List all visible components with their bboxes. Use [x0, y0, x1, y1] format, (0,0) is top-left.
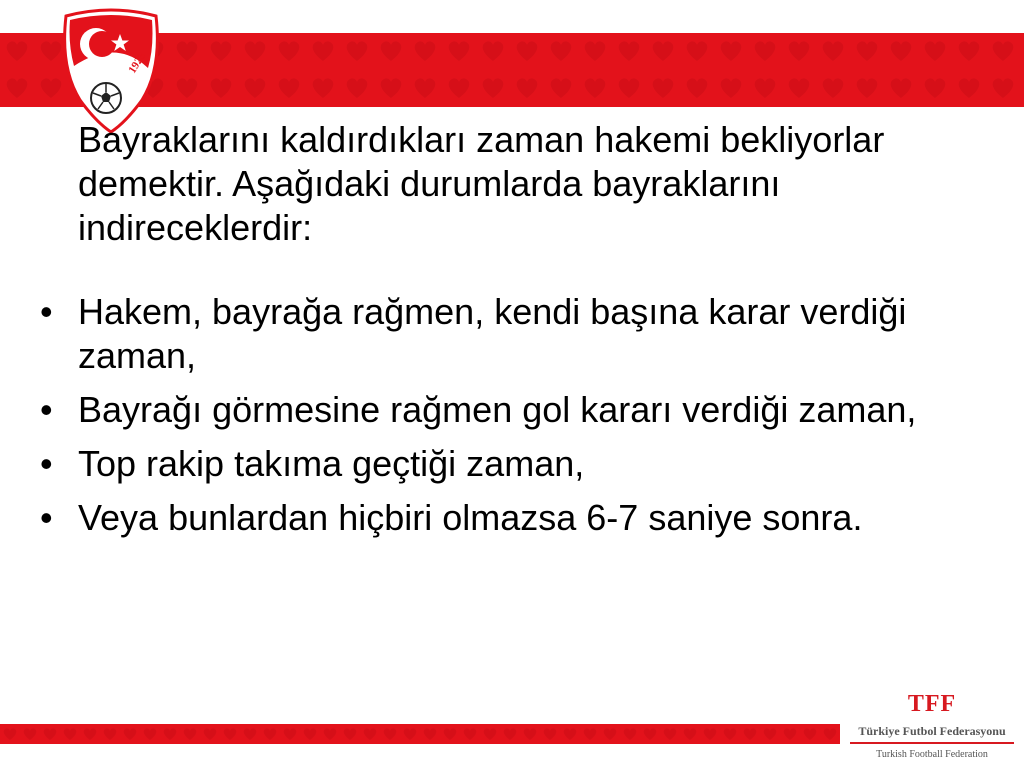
federation-name-en: Turkish Football Federation	[876, 749, 988, 760]
bullet-marker: •	[40, 291, 53, 332]
bullet-text: Hakem, bayrağa rağmen, kendi başına karar verdiği zaman,	[78, 291, 907, 376]
bullet-item	[40, 496, 990, 540]
tff-crest-logo	[56, 8, 166, 134]
tff-abbreviation: TFF	[907, 691, 957, 717]
heart-pattern	[0, 724, 840, 744]
crest-year: 1923	[126, 50, 149, 76]
bullet-item	[40, 290, 990, 378]
federation-name-tr: Türkiye Futbol Federasyonu	[858, 724, 1006, 738]
bullet-text: Top rakip takıma geçtiği zaman,	[78, 443, 585, 484]
wordmark-divider	[850, 742, 1014, 744]
bullet-list	[40, 290, 990, 540]
bullet-item	[40, 442, 990, 486]
bullet-text: Bayrağı görmesine rağmen gol kararı verdiği zaman,	[78, 389, 917, 430]
bullet-marker: •	[40, 389, 53, 430]
bullet-marker: •	[40, 443, 53, 484]
bottom-banner	[0, 724, 840, 744]
slide-body	[40, 118, 990, 550]
intro-paragraph: Bayraklarını kaldırdıkları zaman hakemi bekliyorlar demektir. Aşağıdaki durumlarda bayraklarını indireceklerdir:	[78, 119, 885, 248]
tff-wordmark	[846, 690, 1018, 764]
spacer	[40, 250, 990, 290]
bullet-item	[40, 388, 990, 432]
bullet-text: Veya bunlardan hiçbiri olmazsa 6-7 saniye sonra.	[78, 497, 863, 538]
bullet-marker: •	[40, 497, 53, 538]
